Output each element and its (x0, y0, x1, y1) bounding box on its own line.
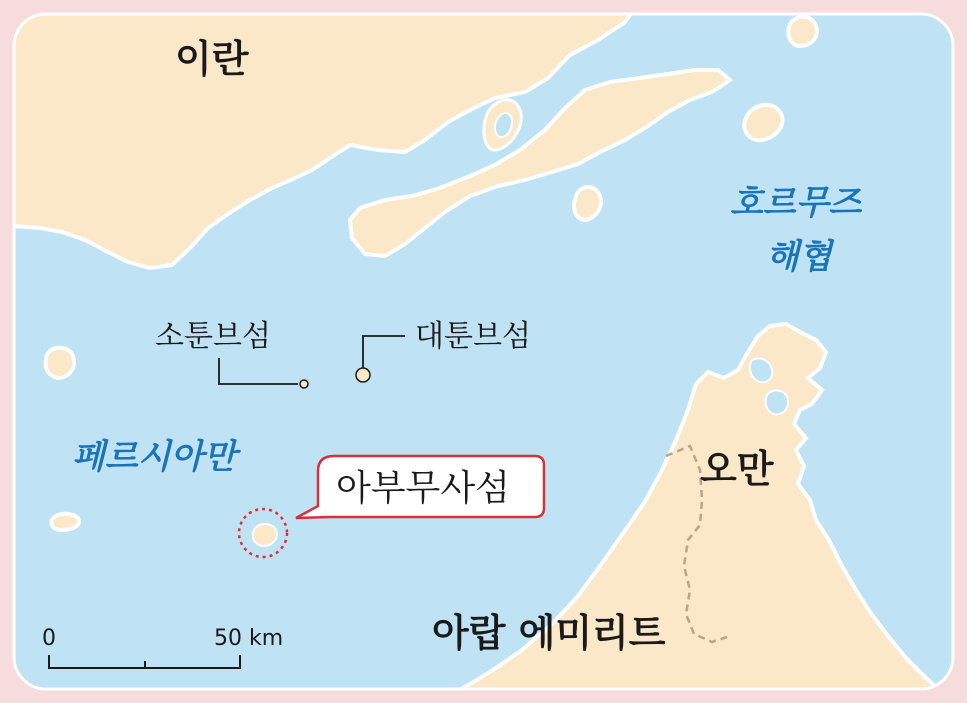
sirri-island (51, 514, 78, 530)
northeast-islet (788, 17, 816, 46)
label-greater-tunb: 대툰브섬 (415, 319, 531, 354)
hormuz-island (744, 105, 782, 140)
scale-end-label: 50 km (214, 626, 284, 651)
label-lesser-tunb: 소툰브섬 (155, 319, 271, 354)
label-hormuz-line1: 호르무즈 (730, 183, 862, 223)
scale-start-label: 0 (42, 626, 56, 651)
label-abu-musa: 아부무사섬 (336, 468, 510, 509)
label-oman: 오만 (700, 447, 774, 491)
musandam-inlet-1 (750, 358, 772, 382)
label-persian-gulf: 페르시아만 (72, 437, 237, 477)
musandam-inlet-2 (766, 390, 789, 414)
label-iran: 이란 (175, 37, 249, 81)
abu-musa-island (253, 524, 277, 546)
greater-tunb-island (356, 368, 370, 382)
lesser-tunb-island (300, 380, 308, 388)
farur-island (46, 348, 75, 378)
label-hormuz-line2: 해협 (766, 237, 832, 277)
larak-island (574, 187, 601, 220)
label-uae: 아랍 에미리트 (432, 611, 666, 655)
